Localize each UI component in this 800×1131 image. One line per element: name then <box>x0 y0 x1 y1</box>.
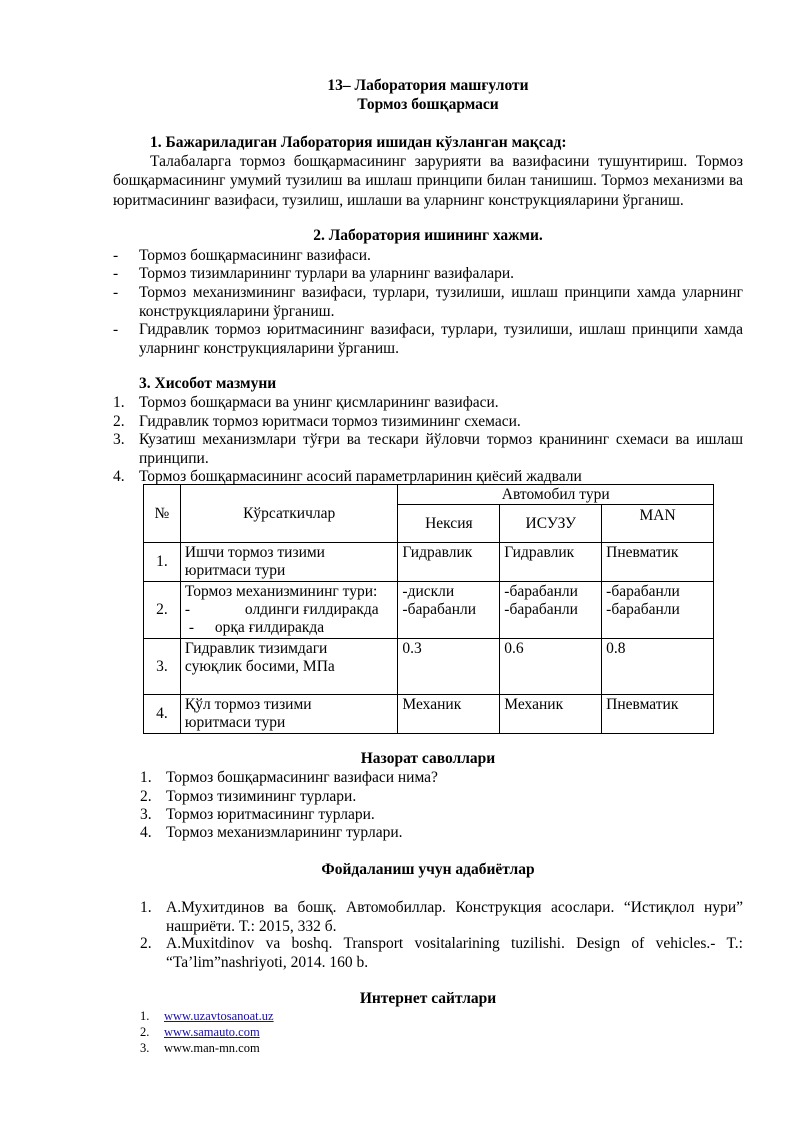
section1-text: Талабаларга тормоз бошқармасининг зарурияти ва вазифасини тушунтириш. Тормоз бошқармасининг умумий тузилиш ва ишлаш принципи билан танишиш. Тормоз механизми ва юритмасининг вазифаси, тузилиш, ишлаши ва уларнинг конструкцияларини ўрганиш. <box>113 153 743 209</box>
table-row: 4. Қўл тормоз тизими юритмаси тури Механик Механик Пневматик <box>144 695 714 734</box>
section2-heading: 2. Лаборатория ишининг хажми. <box>313 227 543 244</box>
page-title: 13– Лаборатория машғулоти <box>327 77 529 94</box>
list-item: 3. www.man-mn.com <box>140 1041 260 1055</box>
site-link[interactable]: www.uzavtosanoat.uz <box>164 1009 274 1023</box>
table-header-car: Нексия <box>398 505 500 543</box>
page-subtitle: Тормоз бошқармаси <box>357 96 499 113</box>
internet-heading: Интернет сайтлари <box>359 990 497 1007</box>
table-header-car: MAN <box>602 505 714 543</box>
literature-heading: Фойдаланиш учун адабиётлар <box>321 861 535 878</box>
list-item: - Тормоз тизимларининг турлари ва уларнинг вазифалари. <box>113 265 515 282</box>
table-row: 3. Гидравлик тизимдаги суюқлик босими, МПа 0.3 0.6 0.8 <box>144 639 714 695</box>
list-item: - Тормоз механизмининг вазифаси, турлари, тузилиши, ишлаш принципи хамда уларнинг конструкцияларини ўрганиш. <box>113 284 743 320</box>
list-item: 4. Тормоз механизмларининг турлари. <box>140 824 403 841</box>
site-text: www.man-mn.com <box>164 1041 260 1055</box>
list-item: 1. А.Мухитдинов ва бошқ. Автомобиллар. Конструкция асослари. “Истиқлол нури” нашриёти. Т.: 2015, 332 б. <box>140 899 743 935</box>
list-item: 3. Тормоз юритмасининг турлари. <box>140 806 375 823</box>
comparison-table <box>143 484 714 734</box>
section1-heading: 1. Бажариладиган Лаборатория ишидан кўзланган мақсад: <box>150 134 567 151</box>
list-item: 2. Тормоз тизимининг турлари. <box>140 788 357 805</box>
list-item: - Гидравлик тормоз юритмасининг вазифаси, турлари, тузилиши, ишлаш принципи хамда уларнинг конструкцияларини ўрганиш. <box>113 321 743 357</box>
table-row: 1. Ишчи тормоз тизими юритмаси тури Гидравлик Гидравлик Пневматик <box>144 543 714 582</box>
table-header-num: № <box>144 485 181 543</box>
section3-heading: 3. Хисобот мазмуни <box>139 375 277 392</box>
table-header-car: ИСУЗУ <box>500 505 602 543</box>
list-item: 2. A.Muxitdinov va boshq. Transport vositalarining tuzilishi. Design of vehicles.- T.: “Ta’lim”nashriyoti, 2014. 160 b. <box>140 935 743 971</box>
table-row: 2. Тормоз механизмининг тури: - олдинги ғилдиракда - орқа ғилдиракда -дискли -барабанли -барабанли -барабанли -барабанли -барабанли <box>144 582 714 639</box>
list-item: 1. Тормоз бошқармасининг вазифаси нима? <box>140 769 438 786</box>
list-item: 1. Тормоз бошқармаси ва унинг қисмларининг вазифаси. <box>113 394 499 411</box>
questions-heading: Назорат саволлари <box>360 750 496 767</box>
site-link[interactable]: www.samauto.com <box>164 1025 260 1039</box>
table-header-group: Автомобил тури <box>398 485 714 505</box>
list-item: - Тормоз бошқармасининг вазифаси. <box>113 247 371 264</box>
list-item: 2. Гидравлик тормоз юритмаси тормоз тизимининг схемаси. <box>113 413 521 430</box>
list-item: 3. Кузатиш механизмлари тўғри ва тескари йўловчи тормоз кранининг схемаси ва ишлаш принципи. <box>113 431 743 467</box>
table-header-param: Кўрсаткичлар <box>180 485 398 543</box>
list-item: 1. www.uzavtosanoat.uz <box>140 1009 274 1023</box>
list-item: 2. www.samauto.com <box>140 1025 260 1039</box>
list-item: 4. Тормоз бошқармасининг асосий параметрларинин қиёсий жадвали <box>113 468 582 485</box>
